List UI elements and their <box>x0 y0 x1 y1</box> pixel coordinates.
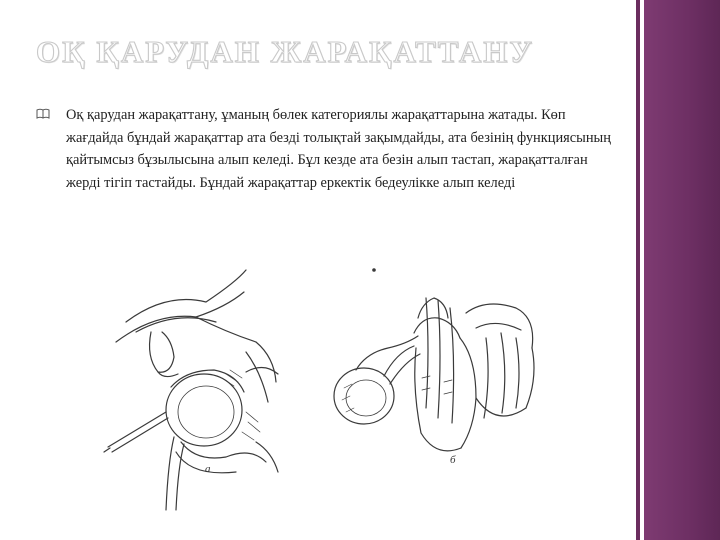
surgical-illustration-b <box>326 258 546 488</box>
accent-band <box>644 0 720 540</box>
bullet-text: Оқ қарудан жарақаттану, ұманың бөлек категориялы жарақаттарына жатады. Көп жағдайда бұндай жарақаттар ата безді толықтай зақымдайды, ата безінің функциясының қайтымсыз бұзылысына алып келеді. Бұл кезде ата безін алып тастап, жарақатталған жерді тігіп тастайды. Бұндай жарақаттар еркектік бедеулікке алып келеді <box>66 107 611 191</box>
book-bullet-icon <box>36 107 50 121</box>
figure-label-a: а <box>205 463 211 475</box>
bullet-item <box>36 104 616 194</box>
surgical-illustration-a <box>96 262 286 512</box>
figure-label-b: б <box>450 454 456 466</box>
accent-stripe <box>636 0 640 540</box>
slide-title: ОҚ ҚАРУДАН ЖАРАҚАТТАНУ <box>36 34 535 69</box>
